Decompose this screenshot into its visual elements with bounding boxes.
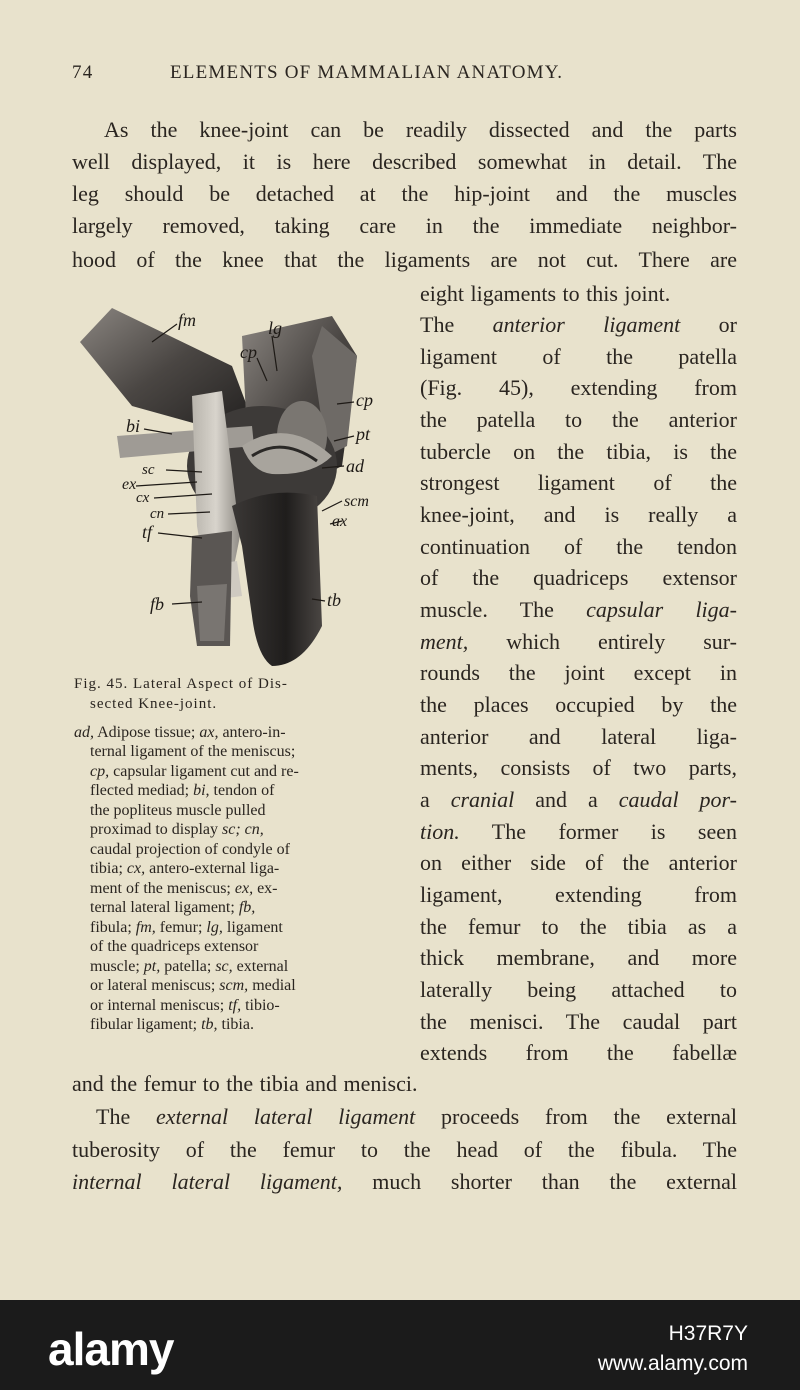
legend-line: muscle; pt, patella; sc, external — [90, 958, 289, 975]
body-line: ments, consists of two parts, — [420, 755, 737, 780]
watermark-bar — [0, 1300, 800, 1390]
body-line: the femur to the tibia as a — [420, 914, 737, 939]
legend-line: or internal meniscus; tf, tibio- — [90, 997, 280, 1014]
body-line: on either side of the anterior — [420, 850, 737, 875]
body-line: rounds the joint except in — [420, 660, 737, 685]
legend-line: of the quadriceps extensor — [90, 938, 259, 955]
legend-line: fibula; fm, femur; lg, ligament — [90, 919, 283, 936]
figure-label: fb — [150, 594, 165, 614]
body-line: leg should be detached at the hip-joint and the muscles — [72, 181, 737, 206]
body-line: the menisci. The caudal part — [420, 1009, 737, 1034]
figure-caption — [74, 674, 394, 714]
legend-line: ternal lateral ligament; fb, — [90, 899, 256, 916]
body-line: internal lateral ligament, much shorter than the external — [72, 1169, 737, 1194]
body-line: eight ligaments to this joint. — [420, 281, 671, 306]
legend-line: ternal ligament of the meniscus; — [90, 743, 296, 760]
body-line: The external lateral ligament proceeds from the external — [96, 1104, 738, 1129]
knee-joint-figure — [72, 296, 402, 676]
body-line: knee-joint, and is really a — [420, 502, 737, 527]
tibia-shape — [232, 493, 322, 666]
site-url: www.alamy.com — [597, 1352, 748, 1375]
body-line: and the femur to the tibia and menisci. — [72, 1071, 418, 1096]
body-line: ligament of the patella — [420, 344, 737, 369]
body-line: strongest ligament of the — [420, 470, 737, 495]
body-line: a cranial and a caudal por- — [420, 787, 738, 812]
figure-label: ax — [332, 513, 348, 530]
legend-line: or lateral meniscus; scm, medial — [90, 977, 296, 994]
caption-line: sected Knee-joint. — [90, 696, 218, 712]
figure-label: cp — [240, 342, 257, 362]
legend-line: tibia; cx, antero-external liga- — [90, 860, 280, 877]
figure-label: fm — [178, 310, 196, 330]
figure-label: bi — [126, 416, 141, 436]
body-line: ligament, extending from — [420, 882, 737, 907]
figure-label: ad — [346, 456, 364, 476]
figure-label: lg — [268, 318, 283, 338]
figure-label: ex — [122, 476, 137, 493]
legend-line: ment of the meniscus; ex, ex- — [90, 880, 278, 897]
body-line: hood of the knee that the ligaments are not cut. There are — [72, 247, 737, 272]
image-id: H37R7Y — [668, 1322, 748, 1345]
body-line: largely removed, taking care in the immediate neighbor- — [72, 213, 737, 238]
body-line: the patella to the anterior — [420, 407, 737, 432]
legend-line: flected mediad; bi, tendon of — [90, 782, 275, 799]
body-line: tion. The former is seen — [420, 819, 737, 844]
legend-line: the popliteus muscle pulled — [90, 802, 266, 819]
figure-label: cx — [136, 490, 150, 506]
body-line: tuberosity of the femur to the head of the fibula. The — [72, 1137, 737, 1162]
running-title: ELEMENTS OF MAMMALIAN ANATOMY. — [170, 62, 564, 83]
figure-label: pt — [356, 424, 371, 444]
legend-line: caudal projection of condyle of — [90, 841, 290, 858]
legend-line: proximad to display sc; cn, — [90, 821, 264, 838]
body-line: laterally being attached to — [420, 977, 737, 1002]
alamy-logo: alamy — [48, 1323, 174, 1375]
body-line: of the quadriceps extensor — [420, 565, 737, 590]
legend-line: ad, Adipose tissue; ax, antero-in- — [74, 724, 286, 741]
figure-label: tf — [142, 522, 153, 542]
body-line: (Fig. 45), extending from — [420, 375, 737, 400]
body-line: well displayed, it is here described somewhat in detail. The — [72, 149, 737, 174]
caption-line: Fig. 45. Lateral Aspect of Dis- — [74, 676, 288, 692]
running-header — [72, 62, 742, 92]
figure-label: sc — [142, 462, 155, 478]
body-line: tubercle on the tibia, is the — [420, 439, 737, 464]
legend-line: fibular ligament; tb, tibia. — [90, 1016, 254, 1033]
figure-label: cp — [356, 390, 373, 410]
legend-line: cp, capsular ligament cut and re- — [90, 763, 299, 780]
body-line: ment, which entirely sur- — [420, 629, 737, 654]
figure-label: cn — [150, 506, 165, 522]
body-line: anterior and lateral liga- — [420, 724, 737, 749]
body-line: muscle. The capsular liga- — [420, 597, 737, 622]
body-line: extends from the fabellæ — [420, 1040, 737, 1065]
page-number: 74 — [72, 62, 94, 83]
figure-label: tb — [327, 590, 342, 610]
body-line: The anterior ligament or — [420, 312, 737, 337]
body-line: As the knee-joint can be readily dissected and the parts — [104, 117, 737, 142]
figure-label: scm — [344, 493, 369, 510]
body-line: the places occupied by the — [420, 692, 737, 717]
body-line: continuation of the tendon — [420, 534, 737, 559]
body-line: thick membrane, and more — [420, 945, 737, 970]
